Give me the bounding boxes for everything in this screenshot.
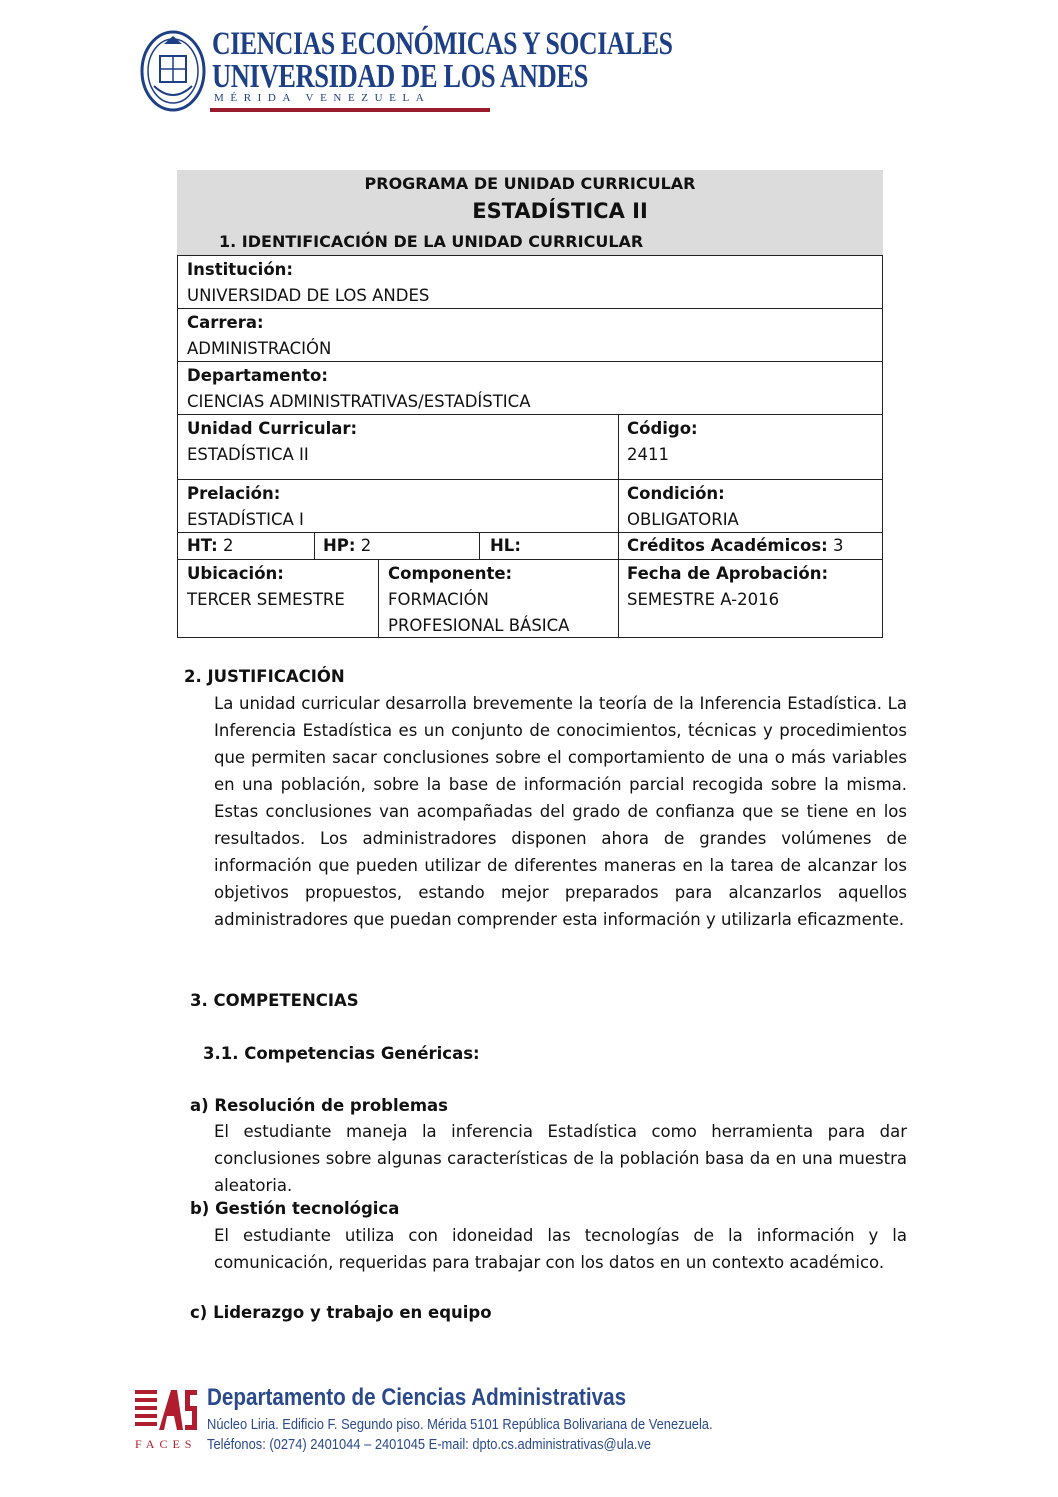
department-footer [133,1382,733,1452]
unidad-label: Unidad Curricular: [187,419,358,438]
university-seal-icon [140,26,206,112]
creditos-label: Créditos Académicos: [627,536,828,555]
fecha-value: SEMESTRE A-2016 [627,590,780,609]
section-1-heading: 1. IDENTIFICACIÓN DE LA UNIDAD CURRICULAR [219,232,644,251]
departamento-label: Departamento: [187,366,328,385]
table-divider [178,559,882,560]
footer-contact: Teléfonos: (0274) 2401044 – 2401045 E-mail: dpto.cs.administrativas@ula.ve [207,1436,652,1453]
program-heading-block [177,170,883,255]
competencia-a-text: El estudiante maneja la inferencia Estadística como herramienta para dar conclusiones sobre algunas características de la población basa da en una muestra aleatoria. [214,1122,907,1195]
carrera-label: Carrera: [187,313,264,332]
ht-value: 2 [223,536,234,555]
competencias-genericas-heading: 3.1. Competencias Genéricas: [203,1044,480,1063]
prelacion-value: ESTADÍSTICA I [187,510,304,529]
codigo-value: 2411 [627,445,669,464]
unidad-value: ESTADÍSTICA II [187,445,309,464]
hp-label: HP: [323,536,356,555]
location-text: MÉRIDA VENEZUELA [214,92,431,104]
hl-label: HL: [490,536,521,555]
competencias-heading: 3. COMPETENCIAS [190,991,359,1010]
ubicacion-value: TERCER SEMESTRE [187,590,345,609]
componente-value-line2: PROFESIONAL BÁSICA [388,616,570,635]
ht-label: HT: [187,536,218,555]
faculty-logo [140,22,673,117]
componente-value-line1: FORMACIÓN [388,590,489,609]
institucion-value: UNIVERSIDAD DE LOS ANDES [187,286,430,305]
table-divider [314,532,315,559]
table-divider [479,532,480,559]
departamento-value: CIENCIAS ADMINISTRATIVAS/ESTADÍSTICA [187,392,531,411]
footer-address: Núcleo Liria. Edificio F. Segundo piso. Mérida 5101 República Bolivariana de Venezuela. [207,1416,713,1433]
condicion-value: OBLIGATORIA [627,510,739,529]
carrera-value: ADMINISTRACIÓN [187,339,332,358]
prelacion-label: Prelación: [187,484,281,503]
logo-underline [210,108,490,112]
competencia-b-text: El estudiante utiliza con idoneidad las tecnologías de la información y la comunicación, requeridas para trabajar con los datos en un contexto académico. [214,1226,907,1272]
table-divider [178,479,882,480]
fecha-label: Fecha de Aprobación: [627,564,829,583]
competencia-b-title: b) Gestión tecnológica [190,1199,400,1218]
institucion-label: Institución: [187,260,294,279]
course-title: ESTADÍSTICA II [472,199,648,223]
condicion-label: Condición: [627,484,725,503]
ubicacion-label: Ubicación: [187,564,284,583]
competencia-a-title: a) Resolución de problemas [190,1096,448,1115]
codigo-label: Código: [627,419,698,438]
university-name: UNIVERSIDAD DE LOS ANDES [212,58,589,95]
componente-label: Componente: [388,564,513,583]
creditos-value: 3 [833,536,844,555]
faces-logo-text: FACES [135,1437,197,1451]
hp-value: 2 [360,536,372,555]
competencia-c-title: c) Liderazgo y trabajo en equipo [190,1303,492,1322]
table-divider [618,414,619,638]
justificacion-heading: 2. JUSTIFICACIÓN [184,667,345,686]
faces-logo-icon [133,1386,199,1436]
identification-table [177,255,883,638]
table-divider [378,559,379,638]
ht-cell [187,533,234,559]
hp-cell [323,533,371,559]
program-heading: PROGRAMA DE UNIDAD CURRICULAR [364,174,696,193]
faculty-name: CIENCIAS ECONÓMICAS Y SOCIALES [212,26,673,62]
creditos-cell [627,533,844,559]
justificacion-text: La unidad curricular desarrolla brevemente la teoría de la Inferencia Estadística. La Inferencia Estadística es un conjunto de conocimientos, técnicas y procedimientos que permiten sacar conclusiones sobre el comportamiento de una o más variables en una población, sobre la base de información parcial recogida sobre la misma. Estas conclusiones van acompañadas del grado de confianza que se tiene en los resultados. Los administradores disponen ahora de grandes volúmenes de información que pueden utilizar de diferentes maneras en la tarea de alcanzar los objetivos propuestos, estando mejor preparados para alcanzarlos aquellos administradores que puedan comprender esta información y utilizarla eficazmente. [214,694,907,929]
footer-department: Departamento de Ciencias Administrativas [207,1384,627,1411]
